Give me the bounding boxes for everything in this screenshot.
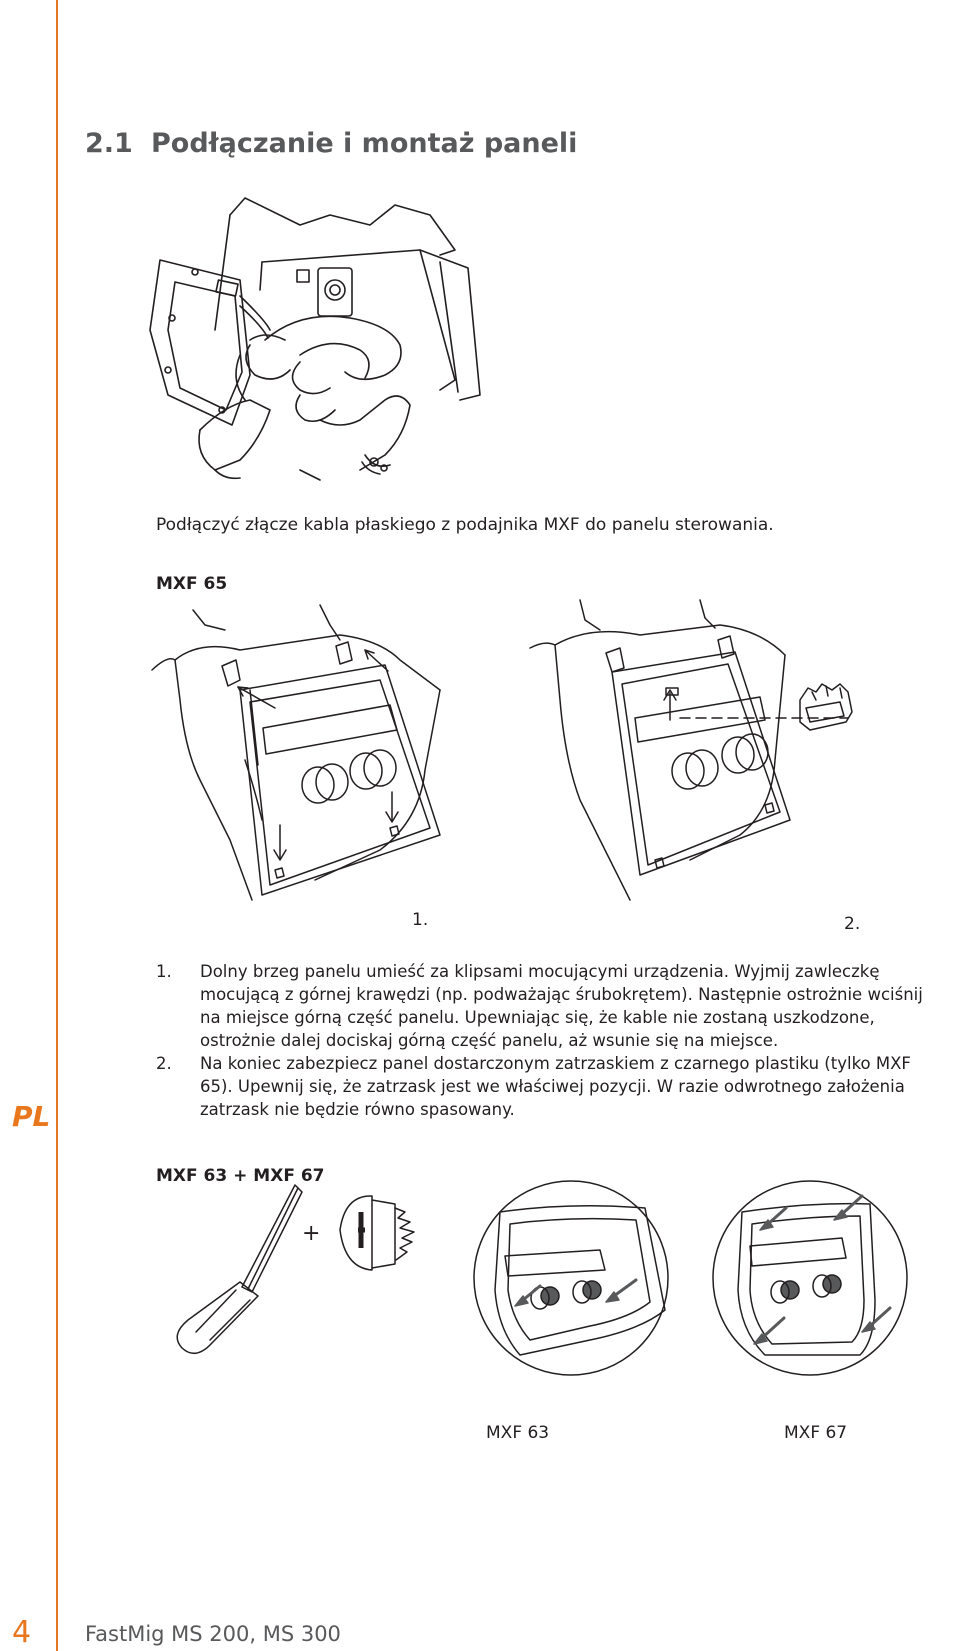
step-number: 1.	[156, 962, 172, 981]
step-number: 2.	[156, 1054, 172, 1073]
caption-mxf63: MXF 63	[486, 1423, 550, 1443]
footer-product: FastMig MS 200, MS 300	[85, 1622, 341, 1646]
mxf63-67-label: MXF 63 + MXF 67	[156, 1166, 325, 1186]
step-label-1: 1.	[412, 910, 429, 930]
language-tab: PL	[12, 1100, 51, 1133]
section-number: 2.1	[85, 128, 133, 159]
caption-mxf67: MXF 67	[784, 1423, 848, 1443]
page-number: 4	[12, 1615, 32, 1650]
plus-sign: +	[302, 1221, 321, 1246]
mxf65-label: MXF 65	[156, 574, 228, 594]
step-label-2: 2.	[844, 914, 861, 934]
step-text: Na koniec zabezpiecz panel dostarczonym zatrzaskiem z czarnego plastiku (tylko MXF 65). Upewnij się, że zatrzask jest we właściwej pozycji. W razie odwrotnego założenia zatrzask nie będzie równo spasowany.	[200, 1054, 911, 1119]
section-title: Podłączanie i montaż paneli	[151, 128, 578, 159]
intro-paragraph: Podłączyć złącze kabla płaskiego z podajnika MXF do panelu sterowania.	[156, 515, 774, 535]
step-text: Dolny brzeg panelu umieść za klipsami mocującymi urządzenia. Wyjmij zawleczkę mocującą z górnej krawędzi (np. podważając śrubokrętem). Następnie ostrożnie wciśnij na miejsce górną część panelu. Upewniając się, że kable nie zostaną uszkodzone, ostrożnie dalej dociskaj górną część panelu, aż wsunie się na miejsce.	[200, 962, 923, 1050]
